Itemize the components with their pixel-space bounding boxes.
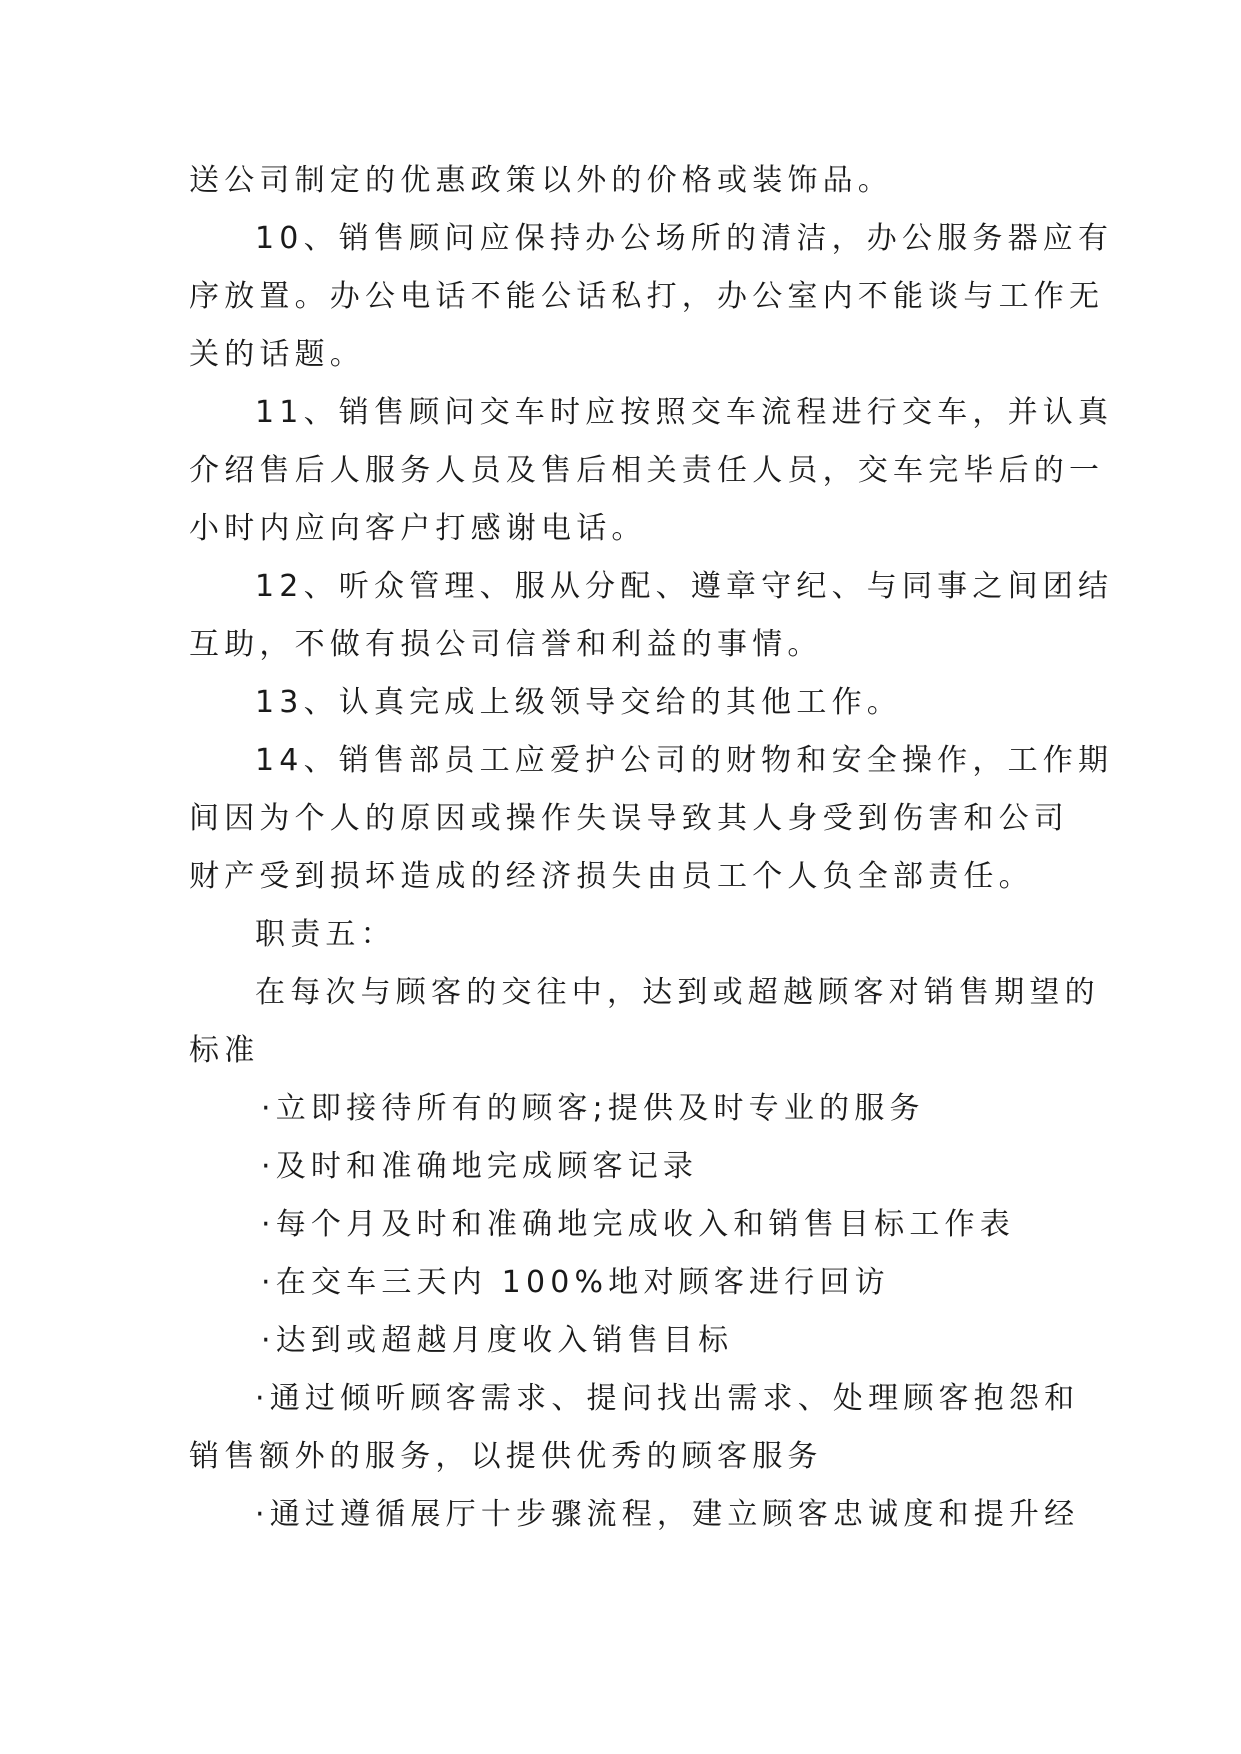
text-line: 间因为个人的原因或操作失误导致其人身受到伤害和公司 <box>189 801 1069 836</box>
bullet-item: ·通过遵循展厅十步骤流程，建立顾客忠诚度和提升经 <box>255 1497 1080 1532</box>
bullet-item: ·立即接待所有的顾客;提供及时专业的服务 <box>261 1091 925 1126</box>
section-heading: 职责五： <box>255 917 396 952</box>
text-line: 10、销售顾问应保持办公场所的清洁，办公服务器应有 <box>255 221 1114 256</box>
text-line: 销售额外的服务，以提供优秀的顾客服务 <box>189 1439 823 1474</box>
text-line: 互助，不做有损公司信誉和利益的事情。 <box>189 627 823 662</box>
text-line: 介绍售后人服务人员及售后相关责任人员，交车完毕后的一 <box>189 453 1105 488</box>
bullet-item: ·达到或超越月度收入销售目标 <box>261 1323 734 1358</box>
document-page <box>189 152 1114 1544</box>
text-line: 关的话题。 <box>189 337 365 372</box>
text-line: 12、听众管理、服从分配、遵章守纪、与同事之间团结 <box>255 569 1114 604</box>
bullet-item: ·每个月及时和准确地完成收入和销售目标工作表 <box>261 1207 1015 1242</box>
text-line: 标准 <box>189 1033 260 1068</box>
bullet-item: ·在交车三天内 100%地对顾客进行回访 <box>261 1265 890 1300</box>
text-line: 在每次与顾客的交往中，达到或超越顾客对销售期望的 <box>255 975 1100 1010</box>
text-line: 11、销售顾问交车时应按照交车流程进行交车，并认真 <box>255 395 1114 430</box>
text-line: 财产受到损坏造成的经济损失由员工个人负全部责任。 <box>189 859 1034 894</box>
document-body <box>189 152 1114 1544</box>
bullet-item: ·及时和准确地完成顾客记录 <box>261 1149 699 1184</box>
text-line: 13、认真完成上级领导交给的其他工作。 <box>255 685 902 720</box>
text-line: 小时内应向客户打感谢电话。 <box>189 511 647 546</box>
text-line: 14、销售部员工应爱护公司的财物和安全操作，工作期 <box>255 743 1114 778</box>
text-line: 送公司制定的优惠政策以外的价格或装饰品。 <box>189 163 893 198</box>
text-line: 序放置。办公电话不能公话私打，办公室内不能谈与工作无 <box>189 279 1105 314</box>
bullet-item: ·通过倾听顾客需求、提问找出需求、处理顾客抱怨和 <box>255 1381 1080 1416</box>
